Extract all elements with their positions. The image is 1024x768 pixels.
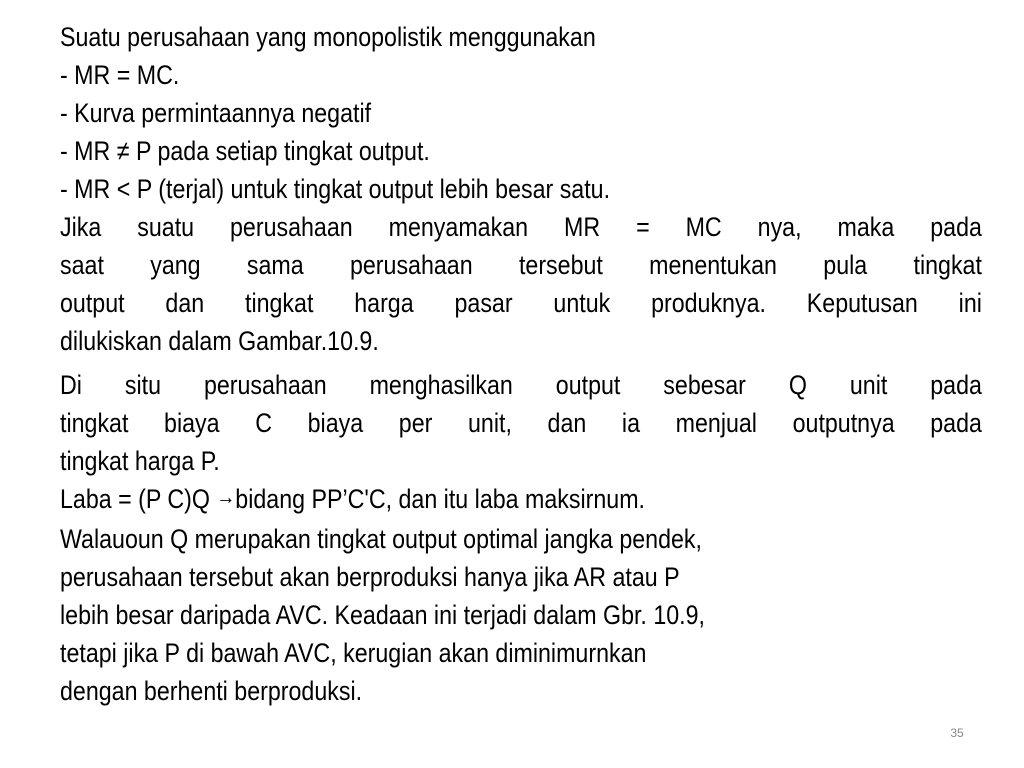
slide-number: 35: [950, 726, 964, 740]
intro-line: Suatu perusahaan yang monopolistik menggunakan: [60, 22, 596, 52]
paragraph2-rest-line-3: lebih besar daripada AVC. Keadaan ini terjadi dalam Gbr. 10.9,: [60, 600, 705, 630]
paragraph1-line-4: dilukiskan dalam Gambar.10.9.: [60, 326, 379, 356]
paragraph1-line-2: saat yang sama perusahaan tersebut menentukan pula tingkat: [60, 250, 982, 280]
laba-formula: Laba = (P C)Q: [60, 484, 217, 514]
laba-description: bidang PP’C'C, dan itu laba maksirnum.: [235, 484, 646, 514]
paragraph1-line-1: Jika suatu perusahaan menyamakan MR = MC nya, maka pada: [60, 212, 982, 242]
slide-body-text: [60, 18, 982, 710]
paragraph2-rest-line-5: dengan berhenti berproduksi.: [60, 676, 363, 706]
paragraph2-rest-line-2: perusahaan tersebut akan berproduksi hanya jika AR atau P: [60, 562, 680, 592]
bullet-demand-curve: - Kurva permintaannya negatif: [60, 98, 372, 128]
paragraph2-rest-line-4: tetapi jika P di bawah AVC, kerugian akan diminimurnkan: [60, 638, 647, 668]
paragraph2-line-1: Di situ perusahaan menghasilkan output sebesar Q unit pada: [60, 370, 982, 400]
paragraph2-rest-line-1: Walauoun Q merupakan tingkat output optimal jangka pendek,: [60, 524, 702, 554]
paragraph1-line-3: output dan tingkat harga pasar untuk produknya. Keputusan ini: [60, 288, 982, 318]
bullet-mr-less-p: - MR < P (terjal) untuk tingkat output lebih besar satu.: [60, 174, 611, 204]
laba-line: [60, 480, 982, 520]
paragraph2-line-2: tingkat biaya C biaya per unit, dan ia menjual outputnya pada: [60, 408, 982, 438]
right-arrow-icon: →: [216, 484, 236, 509]
bullet-mr-mc: - MR = MC.: [60, 60, 180, 90]
paragraph2-line-3: tingkat harga P.: [60, 446, 220, 476]
bullet-mr-not-equal-p: - MR ≠ P pada setiap tingkat output.: [60, 136, 430, 166]
